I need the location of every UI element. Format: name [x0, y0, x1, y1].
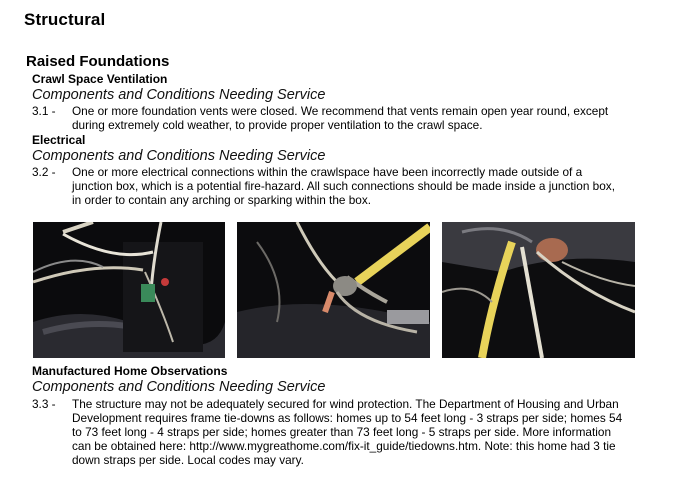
item-number: 3.1 -	[32, 104, 56, 118]
item-text	[72, 165, 615, 207]
item-number: 3.2 -	[32, 165, 56, 179]
item-text	[72, 397, 622, 467]
crawl-heading: Crawl Space Ventilation	[32, 72, 168, 86]
item-3-3	[32, 397, 622, 467]
crawlspace-wiring-photo-3	[442, 222, 635, 358]
crawlspace-wiring-photo-2	[237, 222, 430, 358]
electrical-heading: Electrical	[32, 133, 86, 147]
item-line: junction box, which is a potential fire-hazard. All such connections should be made inside a junction box,	[72, 179, 615, 193]
item-number: 3.3 -	[32, 397, 56, 411]
item-3-1	[32, 104, 608, 132]
manufactured-subheading: Components and Conditions Needing Service	[32, 379, 326, 395]
item-line: The structure may not be adequately secured for wind protection. The Department of Housing and Urban	[72, 397, 619, 411]
section-title: Raised Foundations	[26, 53, 170, 70]
item-text	[72, 104, 608, 132]
item-line: One or more foundation vents were closed. We recommend that vents remain open year round, except	[72, 104, 609, 118]
item-line: down straps per side. Local codes may vary.	[72, 453, 304, 467]
item-line: Development requires frame tie-downs as follows: homes up to 54 feet long - 3 straps per side; homes 54	[72, 411, 623, 425]
crawl-subheading: Components and Conditions Needing Service	[32, 87, 326, 103]
item-line: during extremely cold weather, to provide proper ventilation to the crawl space.	[72, 118, 483, 132]
item-line: One or more electrical connections within the crawlspace have been incorrectly made outside of a	[72, 165, 583, 179]
manufactured-heading: Manufactured Home Observations	[32, 364, 228, 378]
page-title: Structural	[24, 10, 106, 29]
item-3-2	[32, 165, 615, 207]
crawlspace-wiring-photo-1	[33, 222, 225, 358]
item-line: in order to contain any arching or sparking within the box.	[72, 193, 372, 207]
electrical-subheading: Components and Conditions Needing Service	[32, 148, 326, 164]
item-line: to 73 feet long - 4 straps per side; homes greater than 73 feet long - 5 straps per side. More information	[72, 425, 612, 439]
item-line: can be obtained here: http://www.mygreathome.com/fix-it_guide/tiedowns.htm. Note: this home had 3 tie	[72, 439, 616, 453]
